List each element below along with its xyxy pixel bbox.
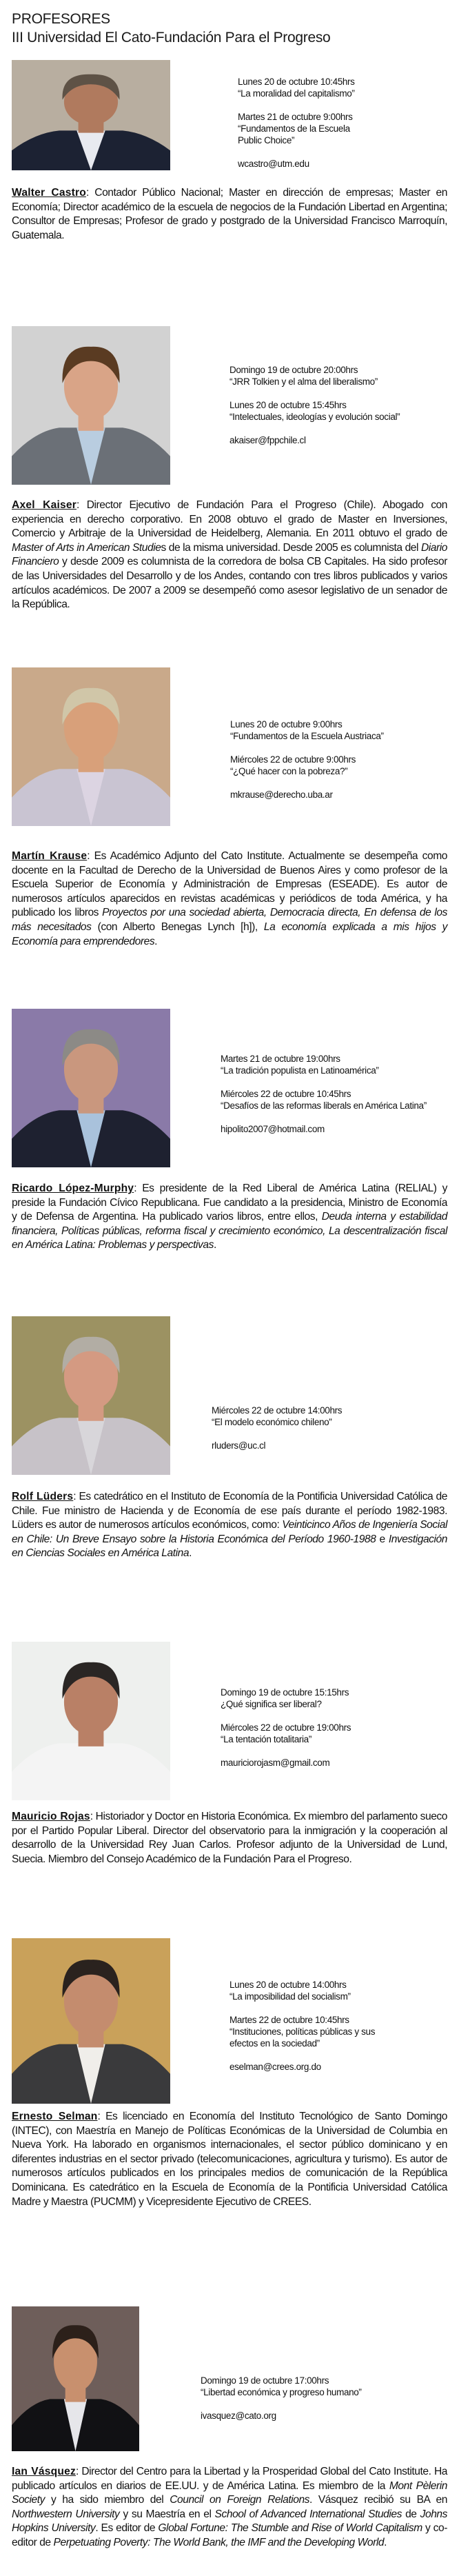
name-separator: : — [90, 1811, 93, 1822]
page-header — [12, 10, 330, 47]
professor-name: Martín Krause — [12, 850, 88, 862]
email-address[interactable]: wcastro@utm.edu — [238, 159, 309, 169]
professor-name: Ernesto Selman — [12, 2111, 98, 2122]
bio-italic-title: Mont Pèlerin Society — [12, 2479, 448, 2506]
name-separator: : — [73, 1491, 76, 1502]
event-datetime: Lunes 20 de octubre 10:45hrs — [238, 77, 355, 87]
professor-bio — [12, 1490, 447, 1561]
bio-text: Es catedrático en el Instituto de Economía de la Pontificia Universidad Católica de Chile. Fue ministro de Hacienda y de Economía de ese país durante el período 1982-1983. Lüders es autor de numerosos artículos económicos, como: — [12, 1491, 448, 1531]
bio-italic-title: Proyectos por una sociedad abierta, Democracia directa, En defensa de los más necesitados — [12, 907, 447, 933]
schedule-block — [238, 76, 369, 170]
schedule-block — [221, 1687, 427, 1769]
event-datetime: Miércoles 22 de octubre 10:45hrs — [221, 1089, 351, 1099]
event-datetime: Lunes 20 de octubre 9:00hrs — [230, 719, 343, 729]
event-datetime: Domingo 19 de octubre 15:15hrs — [221, 1687, 349, 1698]
bio-italic-title: Master of Arts in American Studie — [12, 541, 161, 554]
name-separator: : — [97, 2111, 101, 2122]
bio-italic-title: Investigación en Ciencias Sociales en América Latina — [12, 1533, 447, 1560]
email-address[interactable]: eselman@crees.org.do — [229, 2062, 321, 2072]
event-title: “Instituciones, políticas públicas y sus efectos en la sociedad” — [229, 2026, 376, 2049]
event-datetime: Martes 21 de octubre 19:00hrs — [221, 1054, 340, 1064]
professor-name: Rolf Lüders — [12, 1491, 74, 1502]
professor-photo — [12, 667, 170, 826]
event-datetime: Miércoles 22 de octubre 14:00hrs — [212, 1405, 343, 1416]
event-title: “¿Qué hacer con la pobreza?” — [230, 766, 348, 776]
bio-italic-title: Perpetuating Poverty: The World Bank, the IMF and the Developing World — [53, 2536, 385, 2548]
schedule-event — [229, 399, 436, 423]
name-separator: : — [76, 499, 79, 511]
bio-text: y co-editor de — [12, 2522, 447, 2548]
professor-photo — [12, 2306, 139, 2451]
schedule-event — [221, 1722, 427, 1745]
page-subtitle: III Universidad El Cato-Fundación Para el Progreso — [12, 30, 331, 46]
professor-bio — [12, 1182, 447, 1253]
bio-text: . — [154, 935, 158, 947]
event-datetime: Lunes 20 de octubre 14:00hrs — [229, 1980, 347, 1990]
event-title: “El modelo económico chileno” — [212, 1417, 332, 1427]
professor-bio — [12, 2110, 447, 2209]
event-title: ¿Qué significa ser liberal? — [221, 1699, 322, 1709]
event-datetime: Domingo 19 de octubre 20:00hrs — [229, 365, 358, 375]
bio-italic-title: Deuda interna y estabilidad financiera, Políticas públicas, reforma fiscal y crecimiento económico, La descentralización fiscal en América Latina: Problemas y perspectivas — [12, 1211, 447, 1251]
schedule-event — [229, 364, 436, 388]
schedule-block — [201, 2375, 407, 2422]
event-title: “JRR Tolkien y el alma del liberalismo” — [229, 376, 378, 387]
event-title: “Libertad económica y progreso humano” — [201, 2387, 362, 2397]
bio-text: y ha sido miembro del — [45, 2494, 170, 2506]
email-address[interactable]: akaiser@fppchile.cl — [229, 435, 306, 445]
bio-text: Es licenciado en Economía del Instituto Tecnológico de Santo Domingo (INTEC), con Maestría en Manejo de Políticas Económicas de la Universidad de Columbia en Nueva York. Ha laborado en organismos internacionales, el sector público dominicano y en diferentes industrias en el sector privado (telecomunicaciones, agricultura y turismo). Es autor de numerosos artículos publicados en los principales medios de comunicación de la República Dominicana. Es catedrático en la Escuela de Economía de la Pontificia Universidad Católica Madre y Maestra (PUCMM) y Vicepresidente Ejecutivo de CREES. — [12, 2111, 447, 2208]
schedule-event — [221, 1687, 427, 1710]
event-title: “La imposibilidad del socialism” — [229, 1991, 351, 2002]
bio-text: Director del Centro para la Libertad y la Prosperidad Global del Cato Institute. Ha publicado artículos en diarios de EE.UU. y de América Latina. Es miembro de la — [12, 2466, 447, 2492]
schedule-event — [230, 718, 437, 742]
bio-text: Es presidente de la Red Liberal de América Latina (RELIAL) y preside la Fundación Cívico Republicana. Fue candidato a la presidencia, Ministro de Economía y de Defensa de Argentina. Ha publicado varios libros, entre ellos, — [12, 1183, 447, 1223]
bio-text: s de la misma universidad. Desde 2005 es columnista del — [161, 541, 421, 554]
schedule-event — [238, 76, 369, 99]
email-address[interactable]: mkrause@derecho.uba.ar — [230, 789, 333, 800]
email-address[interactable]: hipolito2007@hotmail.com — [221, 1124, 325, 1134]
event-title: “La tradición populista en Latinoamérica” — [221, 1065, 379, 1076]
bio-italic-title: Johns Hopkins University — [12, 2508, 447, 2535]
bio-italic-title: School of Advanced International Studies — [214, 2508, 402, 2520]
name-separator: : — [75, 2466, 79, 2477]
bio-text: . Es editor de — [95, 2522, 159, 2535]
schedule-block — [229, 1979, 388, 2073]
schedule-block — [212, 1405, 418, 1451]
bio-text: . — [384, 2536, 387, 2548]
name-separator: : — [85, 187, 89, 199]
bio-text: Director Ejecutivo de Fundación Para el Progreso (Chile). Abogado con experiencia en derecho corporativo. En 2008 obtuvo el grado de Master en Inversiones, Comercio y Arbitraje de la Universidad de Heidelberg, Alemania. En 2011 obtuvo el grado de — [12, 499, 447, 540]
bio-italic-title: Northwestern University — [12, 2508, 120, 2520]
event-title: “Fundamentos de la Escuela Public Choice” — [238, 123, 350, 145]
name-separator: : — [87, 850, 90, 862]
bio-text: . Vásquez recibió su BA en — [309, 2494, 447, 2506]
bio-text: e — [376, 1533, 389, 1545]
professor-photo — [12, 1938, 170, 2104]
schedule-block — [229, 364, 436, 446]
schedule-event — [229, 2014, 388, 2049]
professor-photo — [12, 60, 170, 170]
email-address[interactable]: rluders@uc.cl — [212, 1440, 266, 1451]
event-title: “La tentación totalitaria” — [221, 1734, 312, 1744]
professor-bio — [12, 499, 447, 612]
event-title: “Intelectuales, ideologías y evolución social” — [229, 412, 400, 422]
schedule-block — [230, 718, 437, 801]
event-title: “Fundamentos de la Escuela Austriaca” — [230, 731, 384, 741]
schedule-event — [238, 111, 369, 146]
bio-text: Es Académico Adjunto del Cato Institute. Actualmente se desempeña como docente en la Facultad de Derecho de la Universidad de Buenos Aires y como profesor de la Escuela Superior de Economía y Administración de Empresas (ESEADE). Es autor de numerosos artículos aparecidos en revistas académicas y periódicos de toda América, y ha publicado los libros — [12, 850, 447, 919]
professor-bio — [12, 849, 447, 949]
bio-text: y su Maestría en el — [119, 2508, 215, 2520]
bio-italic-title: La economía explicada a mis hijos y Economía para emprendedores — [12, 920, 447, 947]
professor-bio — [12, 1810, 447, 1866]
event-datetime: Lunes 20 de octubre 15:45hrs — [229, 400, 347, 410]
bio-text: . — [213, 1239, 216, 1251]
professor-name: Walter Castro — [12, 187, 86, 199]
bio-italic-title: Global Fortune: The Stumble and Rise of World Capitalism — [158, 2522, 422, 2535]
event-datetime: Miércoles 22 de octubre 19:00hrs — [221, 1722, 351, 1733]
professor-name: Ricardo López-Murphy — [12, 1183, 134, 1194]
bio-italic-title: Veinticinco Años de Ingeniería Social en Chile: Un Breve Ensayo sobre la Historia Económica del Período 1960-1988 — [12, 1519, 448, 1545]
bio-italic-title: Council on Foreign Relations — [170, 2494, 310, 2506]
page-title: PROFESORES — [12, 11, 110, 27]
schedule-event — [229, 1979, 388, 2002]
bio-italic-title: Diario Financiero — [12, 541, 447, 568]
professor-photo — [12, 1642, 170, 1800]
event-datetime: Domingo 19 de octubre 17:00hrs — [201, 2375, 329, 2386]
bio-text: Contador Público Nacional; Master en dirección de empresas; Master en Economía; Director académico de la escuela de negocios de la Fundación Libertad en Argentina; Consultor de Empresas; Profesor de grado y postgrado de la Universidad Francisco Marroquín, Guatemala. — [12, 187, 447, 241]
bio-text: Historiador y Doctor en Historia Económica. Ex miembro del parlamento sueco por el Partido Popular Liberal. Director del observatorio para la inmigración y la cooperación al desarrollo de la Universidad Rey Juan Carlos. Profesor adjunto de la Universidad de Lund, Suecia. Miembro del Consejo Académico de la Fundación Para el Progreso. — [12, 1811, 447, 1865]
event-datetime: Miércoles 22 de octubre 9:00hrs — [230, 754, 356, 765]
schedule-block — [221, 1053, 427, 1135]
professor-bio — [12, 186, 447, 243]
event-title: “Desafíos de las reformas liberals en América Latina” — [221, 1100, 427, 1111]
event-title: “La moralidad del capitalismo” — [238, 88, 355, 99]
schedule-event — [201, 2375, 407, 2398]
professor-photo — [12, 1009, 170, 1167]
schedule-event — [230, 754, 437, 777]
bio-text: de — [402, 2508, 420, 2520]
professor-name: Mauricio Rojas — [12, 1811, 90, 1822]
event-datetime: Martes 22 de octubre 10:45hrs — [229, 2015, 349, 2025]
email-address[interactable]: mauriciorojasm@gmail.com — [221, 1758, 330, 1768]
professor-bio — [12, 2465, 447, 2550]
professor-photo — [12, 1316, 170, 1475]
schedule-event — [221, 1053, 427, 1076]
name-separator: : — [134, 1183, 137, 1194]
professor-name: Axel Kaiser — [12, 499, 77, 511]
event-datetime: Martes 21 de octubre 9:00hrs — [238, 112, 353, 122]
bio-text: y desde 2009 es columnista de la corredora de bolsa CB Capitales. Ha sido profesor de las Universidades del Desarrollo y de los Andes, contando con tres libros publicados y varios artículos académicos. De 2007 a 2009 se desempeñó como asesor legislativo de un senador de la República. — [12, 556, 447, 611]
email-address[interactable]: ivasquez@cato.org — [201, 2411, 276, 2421]
bio-text: (con Alberto Benegas Lynch [h]), — [91, 920, 264, 933]
professor-name: Ian Vásquez — [12, 2466, 76, 2477]
schedule-event — [221, 1088, 427, 1111]
professor-photo — [12, 326, 170, 485]
schedule-event — [212, 1405, 418, 1428]
bio-text: . — [189, 1547, 192, 1560]
